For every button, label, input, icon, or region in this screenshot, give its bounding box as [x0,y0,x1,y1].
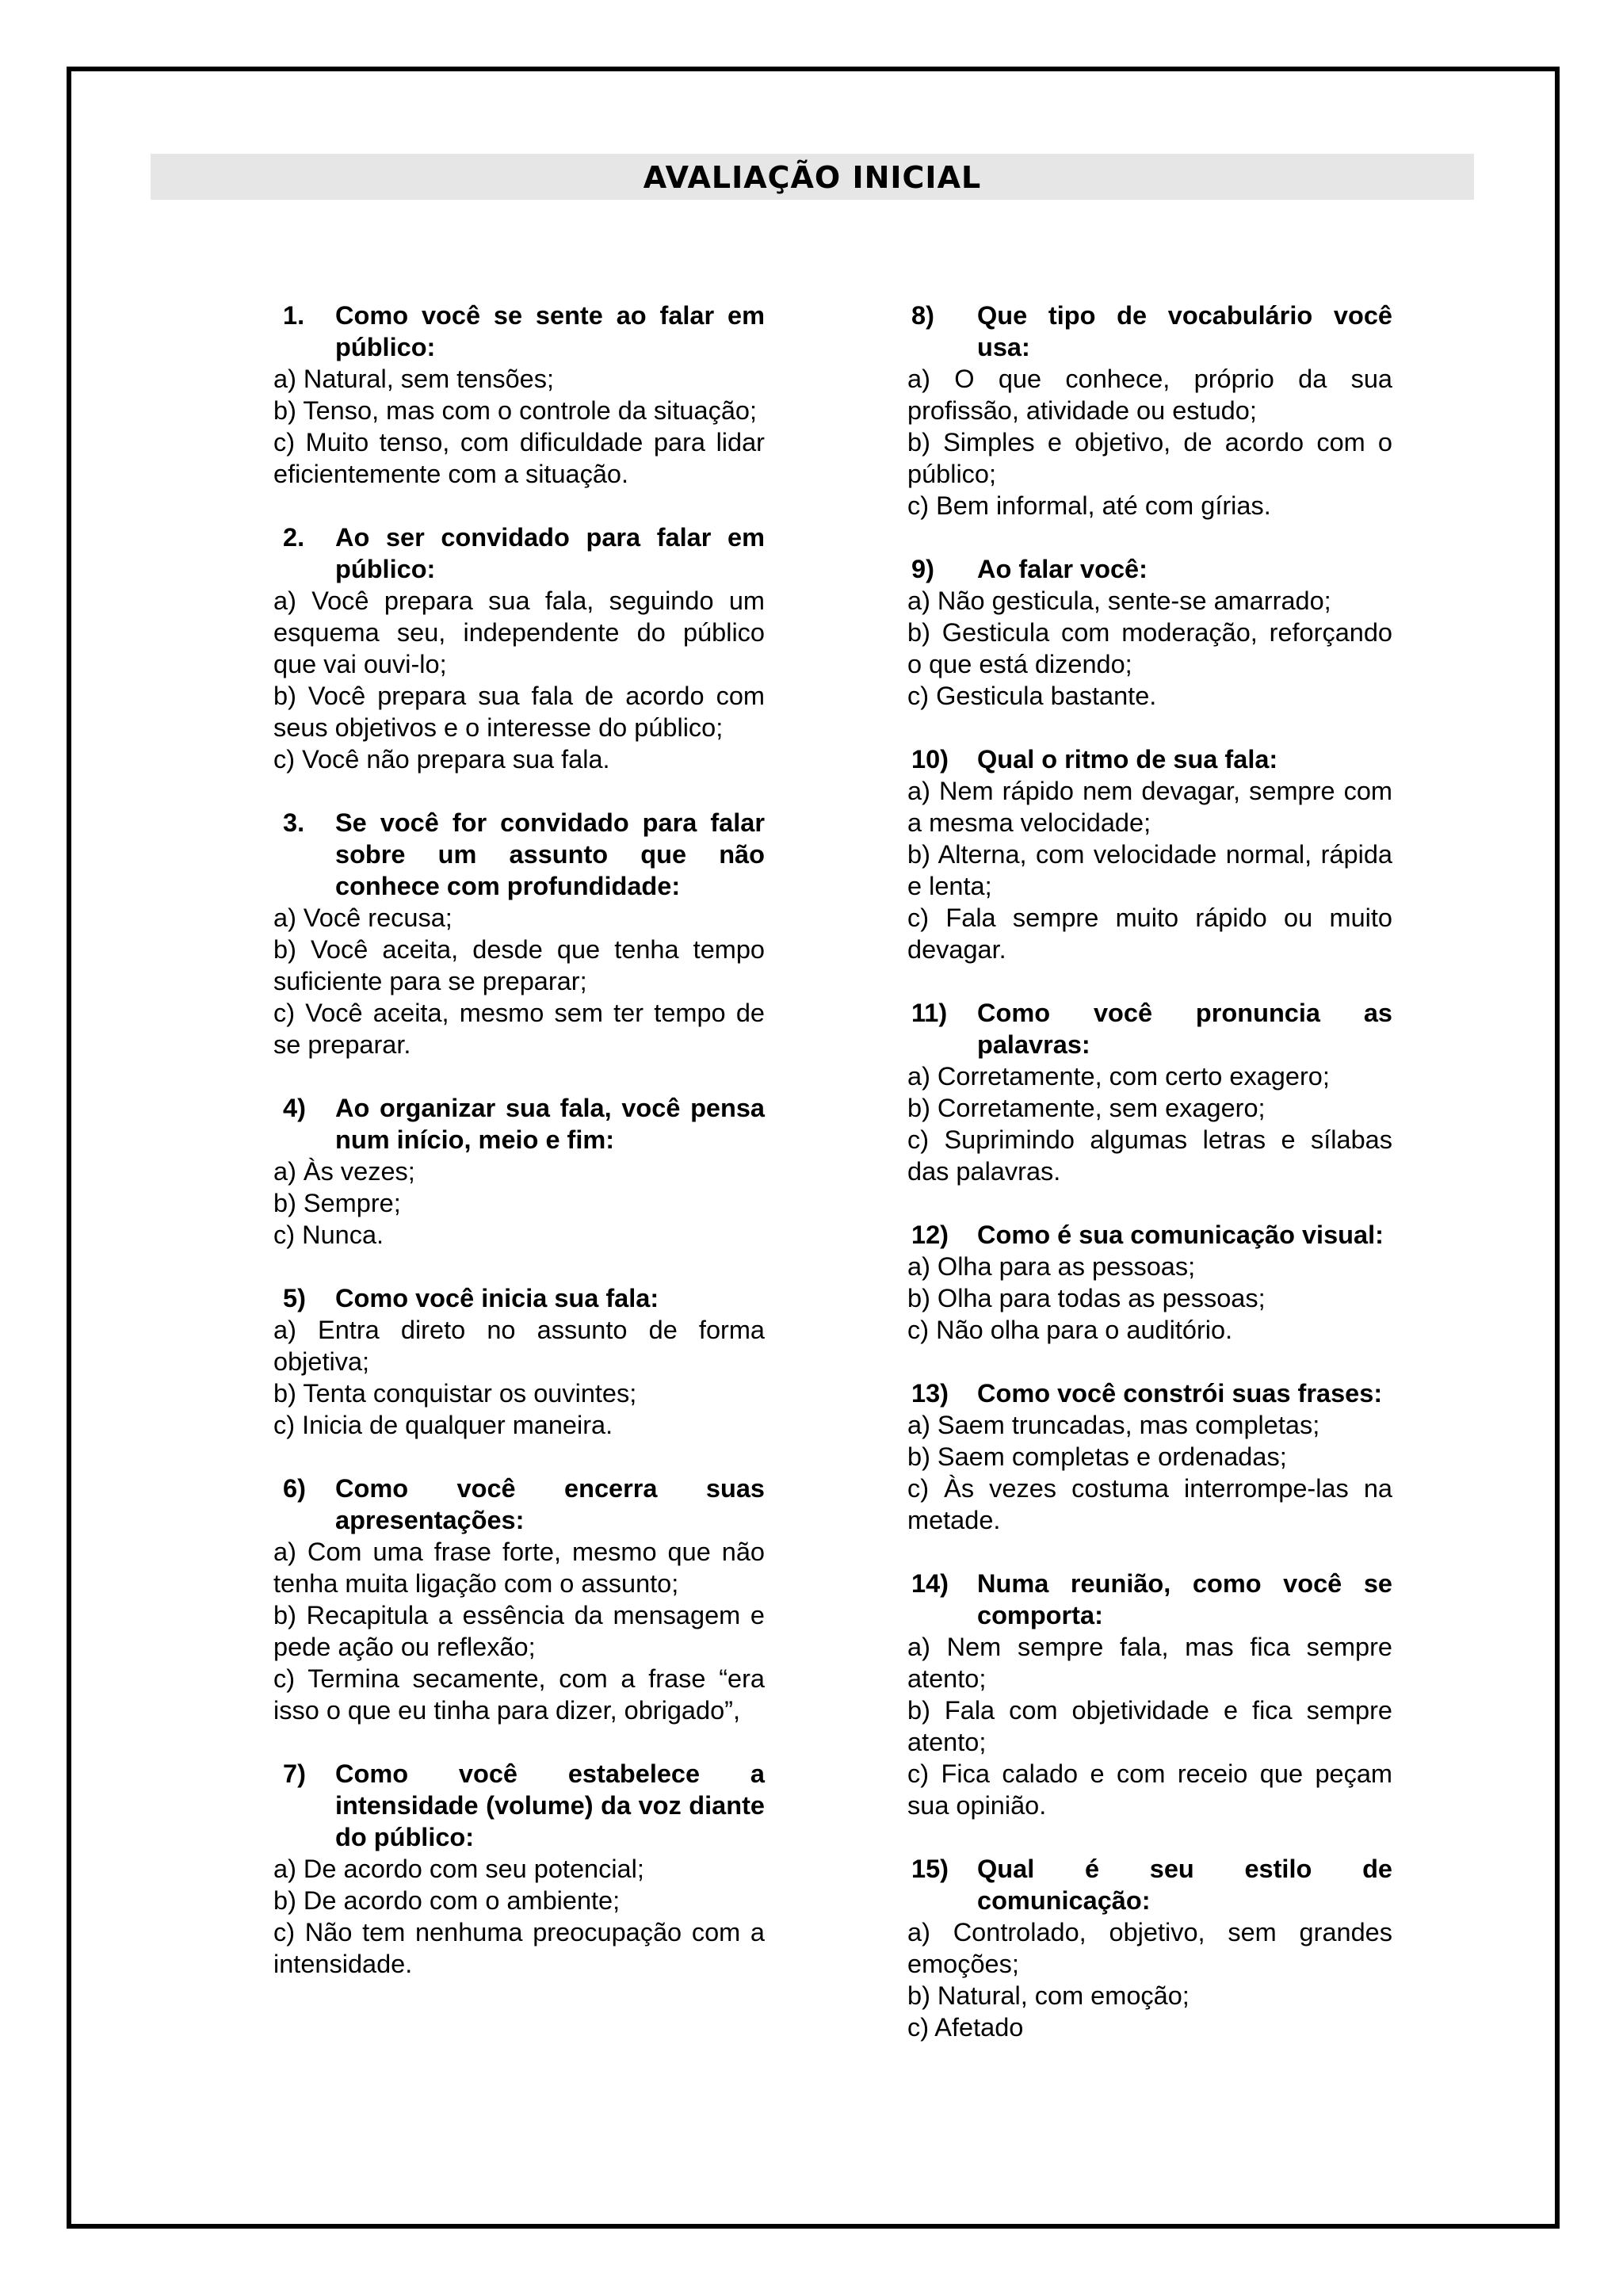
question-heading [250,300,765,363]
question-heading [250,1758,765,1853]
question-block [892,997,1392,1187]
page-title: AVALIAÇÃO INICIAL [643,160,982,195]
answer-option: c) Você aceita, mesmo sem ter tempo de se preparar. [273,999,765,1059]
question-block [892,1853,1392,2043]
question-heading [892,997,1392,1060]
answer-option: a) O que conhece, próprio da sua profissão, atividade ou estudo; [907,365,1392,425]
answer-option: b) Sempre; [273,1189,401,1217]
answer-option: a) Corretamente, com certo exagero; [907,1062,1330,1091]
question-block [892,300,1392,521]
answer-option: b) Saem completas e ordenadas; [907,1442,1287,1471]
question-text: Qual o ritmo de sua fala: [977,745,1278,774]
question-text: Se você for convidado para falar sobre um assunto que não conhece com profundidade: [335,808,765,900]
answer-option: b) Olha para todas as pessoas; [907,1284,1266,1312]
question-block [892,743,1392,965]
answer-option: c) Às vezes costuma interrompe-las na metade. [907,1474,1392,1534]
question-text: Ao falar você: [977,555,1148,583]
answer-option: b) Natural, com emoção; [907,1981,1190,2010]
question-heading [892,1377,1392,1409]
question-text: Ao organizar sua fala, você pensa num início, meio e fim: [335,1094,765,1154]
question-number: 8) [911,301,934,330]
answer-option: b) De acordo com o ambiente; [273,1886,621,1915]
question-number: 11) [911,999,948,1027]
question-heading [892,553,1392,585]
answer-option: c) Muito tenso, com dificuldade para lidar eficientemente com a situação. [273,428,765,488]
answer-option: a) Nem rápido nem devagar, sempre com a mesma velocidade; [907,777,1392,837]
answer-option: b) Corretamente, sem exagero; [907,1094,1266,1122]
question-text: Como é sua comunicação visual: [977,1221,1384,1249]
question-text: Qual é seu estilo de comunicação: [977,1855,1392,1915]
answer-option: c) Bem informal, até com gírias. [907,491,1271,520]
answer-option: c) Termina secamente, com a frase “era isso o que eu tinha para dizer, obrigado”, [273,1664,765,1725]
answer-option: a) Nem sempre fala, mas fica sempre atento; [907,1633,1392,1693]
question-block [250,1473,765,1726]
question-heading [892,1219,1392,1251]
title-banner [151,154,1474,200]
question-number: 7) [283,1759,306,1788]
question-number: 14) [911,1569,949,1598]
question-block [892,1219,1392,1346]
answer-option: a) Entra direto no assunto de forma objetiva; [273,1316,765,1376]
question-text: Numa reunião, como você se comporta: [977,1569,1392,1629]
question-text: Como você estabelece a intensidade (volume) da voz diante do público: [335,1759,765,1851]
question-heading [892,743,1392,775]
answer-option: a) Com uma frase forte, mesmo que não tenha muita ligação com o assunto; [273,1538,765,1598]
answer-option: a) Você recusa; [273,904,453,932]
question-block [892,553,1392,712]
answer-option: c) Afetado [907,2013,1024,2042]
question-number: 1. [283,301,305,330]
question-heading [250,1282,765,1314]
left-column [250,300,765,2011]
question-text: Como você pronuncia as palavras: [977,999,1392,1059]
question-number: 13) [911,1379,949,1408]
question-block [250,1758,765,1980]
question-text: Como você encerra suas apresentações: [335,1474,765,1534]
answer-option: c) Você não prepara sua fala. [273,745,610,774]
question-heading [250,1092,765,1156]
answer-option: b) Você aceita, desde que tenha tempo suficiente para se preparar; [273,935,765,995]
answer-option: c) Fala sempre muito rápido ou muito devagar. [907,904,1392,964]
question-heading [250,1473,765,1536]
question-number: 5) [283,1284,306,1312]
right-column [892,300,1392,2075]
answer-option: b) Recapitula a essência da mensagem e pede ação ou reflexão; [273,1601,765,1661]
answer-option: b) Tenta conquistar os ouvintes; [273,1379,637,1408]
question-number: 2. [283,523,305,552]
question-heading [892,300,1392,363]
answer-option: a) Não gesticula, sente-se amarrado; [907,586,1331,615]
answer-option: b) Simples e objetivo, de acordo com o público; [907,428,1392,488]
answer-option: a) Às vezes; [273,1157,415,1186]
answer-option: b) Você prepara sua fala de acordo com seus objetivos e o interesse do público; [273,682,765,742]
answer-option: a) Você prepara sua fala, seguindo um esquema seu, independente do público que vai ouvi-lo; [273,586,765,678]
answer-option: c) Fica calado e com receio que peçam sua opinião. [907,1759,1392,1820]
answer-option: a) De acordo com seu potencial; [273,1855,644,1883]
question-number: 4) [283,1094,306,1122]
answer-option: a) Saem truncadas, mas completas; [907,1411,1320,1439]
question-block [892,1568,1392,1821]
question-text: Como você constrói suas frases: [977,1379,1383,1408]
answer-option: b) Alterna, com velocidade normal, rápida e lenta; [907,840,1392,900]
answer-option: b) Gesticula com moderação, reforçando o que está dizendo; [907,618,1392,678]
answer-option: a) Natural, sem tensões; [273,365,555,393]
answer-option: c) Inicia de qualquer maneira. [273,1411,613,1439]
question-block [250,521,765,775]
answer-option: c) Nunca. [273,1221,384,1249]
question-text: Como você se sente ao falar em público: [335,301,765,361]
question-number: 12) [911,1221,949,1249]
question-number: 3. [283,808,305,837]
question-text: Que tipo de vocabulário você usa: [977,301,1392,361]
answer-option: b) Tenso, mas com o controle da situação; [273,396,757,425]
question-block [892,1377,1392,1536]
question-block [250,300,765,490]
question-block [250,1092,765,1251]
question-block [250,807,765,1060]
question-block [250,1282,765,1441]
answer-option: c) Não tem nenhuma preocupação com a intensidade. [273,1918,765,1978]
question-number: 10) [911,745,949,774]
answer-option: a) Controlado, objetivo, sem grandes emoções; [907,1918,1392,1978]
question-heading [892,1853,1392,1916]
question-text: Como você inicia sua fala: [335,1284,659,1312]
question-heading [250,807,765,902]
answer-option: c) Não olha para o auditório. [907,1316,1233,1344]
question-text: Ao ser convidado para falar em público: [335,523,765,583]
question-heading [892,1568,1392,1631]
question-number: 15) [911,1855,949,1883]
answer-option: a) Olha para as pessoas; [907,1252,1196,1281]
answer-option: c) Gesticula bastante. [907,682,1157,710]
question-number: 6) [283,1474,306,1503]
answer-option: b) Fala com objetividade e fica sempre atento; [907,1696,1392,1756]
answer-option: c) Suprimindo algumas letras e sílabas das palavras. [907,1125,1392,1186]
question-heading [250,521,765,585]
question-number: 9) [911,555,934,583]
